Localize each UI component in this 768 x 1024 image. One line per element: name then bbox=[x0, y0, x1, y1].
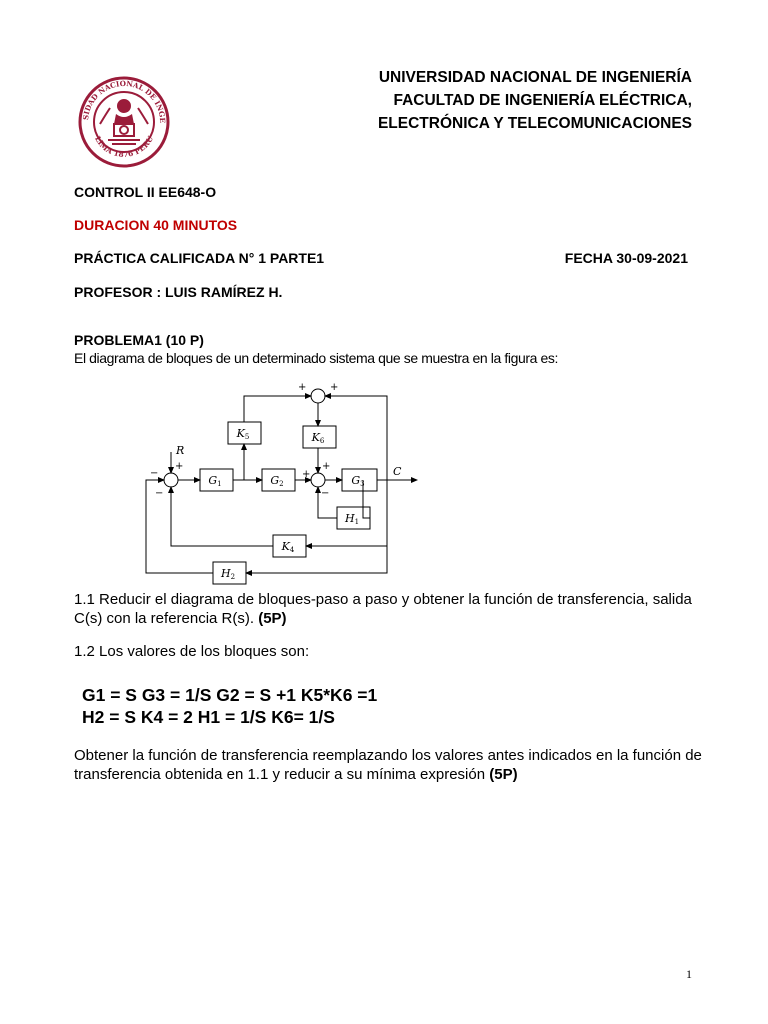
university-logo bbox=[78, 66, 170, 182]
block-values bbox=[82, 684, 377, 728]
course-code: CONTROL II EE648-O bbox=[74, 184, 217, 200]
sign-j2-bottom: − bbox=[321, 488, 330, 499]
final-instruction-points: (5P) bbox=[489, 766, 518, 783]
final-instruction-text: Obtener la función de transferencia reemplazando los valores antes indicados en la función de transferencia obtenida en 1.1 y reducir a su mínima expresión bbox=[74, 747, 702, 783]
final-instruction bbox=[74, 746, 714, 784]
output-label-c: C bbox=[393, 465, 402, 478]
practice-title: PRÁCTICA CALIFICADA N° 1 PARTE1 bbox=[74, 250, 325, 266]
sum-junction-3 bbox=[311, 389, 325, 403]
sign-j2-top: + bbox=[322, 461, 331, 472]
logo-ring-text-top: SIDAD NACIONAL DE INGE bbox=[81, 78, 168, 124]
institution-header bbox=[378, 66, 692, 135]
label-h2: H2 bbox=[220, 567, 236, 581]
block-values-line1: G1 = S G3 = 1/S G2 = S +1 K5*K6 =1 bbox=[82, 685, 378, 705]
question-1-2: 1.2 Los valores de los bloques son: bbox=[74, 643, 310, 660]
sign-j3-left: + bbox=[298, 382, 307, 393]
question-1-1-text: 1.1 Reducir el diagrama de bloques-paso a paso y obtener la función de transferencia, salida C(s) con la referencia R(s). bbox=[74, 591, 692, 627]
sum-junction-1 bbox=[164, 473, 178, 487]
block-diagram bbox=[140, 380, 420, 585]
label-g1: G1 bbox=[208, 474, 222, 488]
problem-intro: El diagrama de bloques de un determinado sistema que se muestra en la figura es: bbox=[74, 350, 558, 366]
label-h1: H1 bbox=[344, 512, 360, 526]
label-k5: K5 bbox=[236, 427, 250, 441]
label-g2: G2 bbox=[270, 474, 284, 488]
exam-duration: DURACION 40 MINUTOS bbox=[74, 217, 238, 233]
sign-j3-right: + bbox=[330, 382, 339, 393]
input-label-r: R bbox=[176, 444, 185, 457]
svg-text:LIMA 1876 PERU bbox=[93, 134, 155, 159]
sign-j1-left: − bbox=[150, 468, 159, 479]
page-number: 1 bbox=[686, 967, 692, 981]
sign-j2-left: + bbox=[302, 469, 311, 480]
sum-junction-2 bbox=[311, 473, 325, 487]
university-name: UNIVERSIDAD NACIONAL DE INGENIERÍA bbox=[378, 69, 692, 86]
label-g3: G3 bbox=[351, 474, 365, 488]
problem-title: PROBLEMA1 (10 P) bbox=[74, 332, 204, 348]
professor-name: PROFESOR : LUIS RAMÍREZ H. bbox=[74, 284, 283, 300]
question-1-1 bbox=[74, 590, 714, 628]
exam-date: FECHA 30-09-2021 bbox=[564, 250, 688, 266]
faculty-name-line2: ELECTRÓNICA Y TELECOMUNICACIONES bbox=[377, 115, 692, 132]
faculty-name-line1: FACULTAD DE INGENIERÍA ELÉCTRICA, bbox=[393, 92, 692, 109]
sign-j1-top: + bbox=[175, 461, 184, 472]
question-1-1-points: (5P) bbox=[258, 610, 287, 627]
block-values-line2: H2 = S K4 = 2 H1 = 1/S K6= 1/S bbox=[82, 707, 335, 727]
logo-ring-text-bottom: LIMA 1876 PERU bbox=[92, 134, 156, 159]
sign-j1-bottom: − bbox=[155, 488, 164, 499]
label-k6: K6 bbox=[311, 431, 325, 445]
university-seal-icon bbox=[78, 66, 170, 182]
label-k4: K4 bbox=[281, 540, 295, 554]
